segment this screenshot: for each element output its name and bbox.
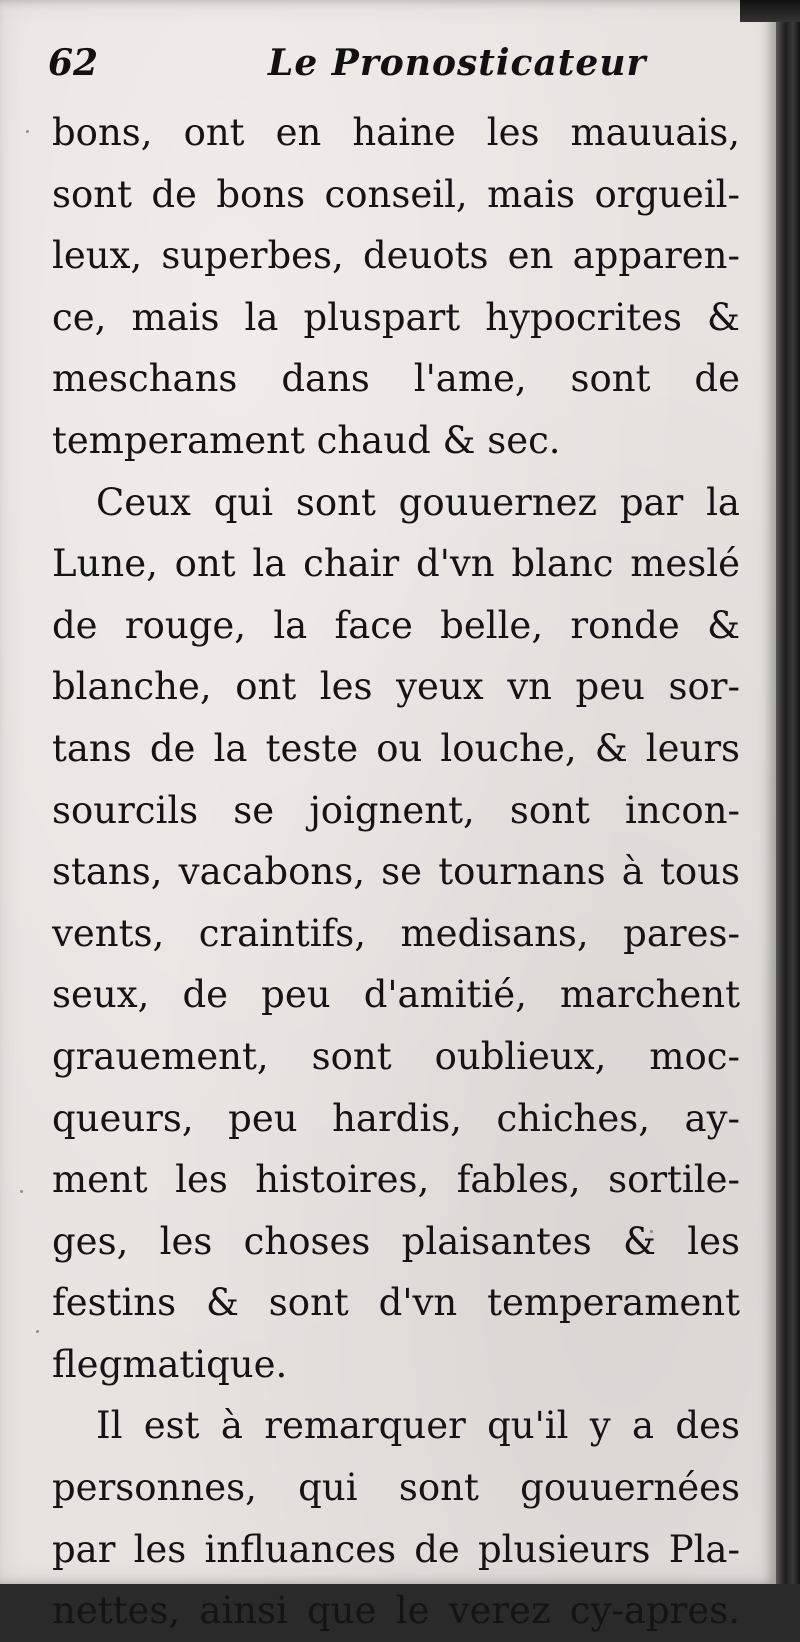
- text-line: ges, les choses plaisantes & les: [52, 1219, 740, 1263]
- text-line: leux, superbes, deuots en apparen-: [52, 234, 740, 278]
- text-line: grauement, sont oublieux, moc-: [52, 1034, 740, 1078]
- page-header: [48, 42, 738, 92]
- page-corner-shadow: [740, 0, 800, 22]
- text-line: seux, de peu d'amitié, marchent: [52, 973, 740, 1017]
- text-line: blanche, ont les yeux vn peu sor-: [52, 665, 740, 709]
- page-edge-shadow: [776, 0, 800, 1584]
- text-line: queurs, peu hardis, chiches, ay-: [52, 1096, 740, 1140]
- text-line: stans, vacabons, se tournans à tous: [52, 850, 740, 894]
- text-line: flegmatique.: [52, 1342, 288, 1386]
- text-line: tans de la teste ou louche, & leurs: [52, 726, 740, 770]
- paper-speck: [36, 1330, 39, 1333]
- text-line: personnes, qui sont gouuernées: [52, 1466, 740, 1510]
- text-line: ment les histoires, fables, sortile-: [52, 1158, 740, 1202]
- page-number: 62: [48, 42, 99, 84]
- text-line: meschans dans l'ame, sont de: [52, 357, 740, 401]
- text-line: sont de bons conseil, mais orgueil-: [52, 172, 740, 216]
- paper-speck: [20, 1190, 23, 1193]
- text-line: par les influances de plusieurs Pla-: [52, 1527, 740, 1571]
- text-line: de rouge, la face belle, ronde &: [52, 603, 740, 647]
- paragraph-start-line: Ceux qui sont gouuernez par la: [96, 480, 740, 524]
- text-line: ce, mais la pluspart hypocrites &: [52, 295, 740, 339]
- text-line: sourcils se joignent, sont incon-: [52, 788, 740, 832]
- running-head: Le Pronosticateur: [268, 42, 647, 84]
- text-line: bons, ont en haine les mauuais,: [52, 111, 740, 154]
- paper-speck: [650, 1230, 653, 1233]
- paper-speck: [26, 130, 29, 133]
- text-line: nettes, ainsi que le verez cy-apres.: [52, 1589, 740, 1633]
- paragraph-start-line: Il est à remarquer qu'il y a des: [96, 1404, 740, 1448]
- paper-speck: [720, 1550, 723, 1553]
- text-line: festins & sont d'vn temperament: [52, 1281, 740, 1325]
- text-line: Lune, ont la chair d'vn blanc meslé: [52, 542, 740, 586]
- text-line: temperament chaud & sec.: [52, 418, 561, 462]
- text-line: vents, craintifs, medisans, pares-: [52, 911, 740, 955]
- body-text: [52, 102, 740, 1642]
